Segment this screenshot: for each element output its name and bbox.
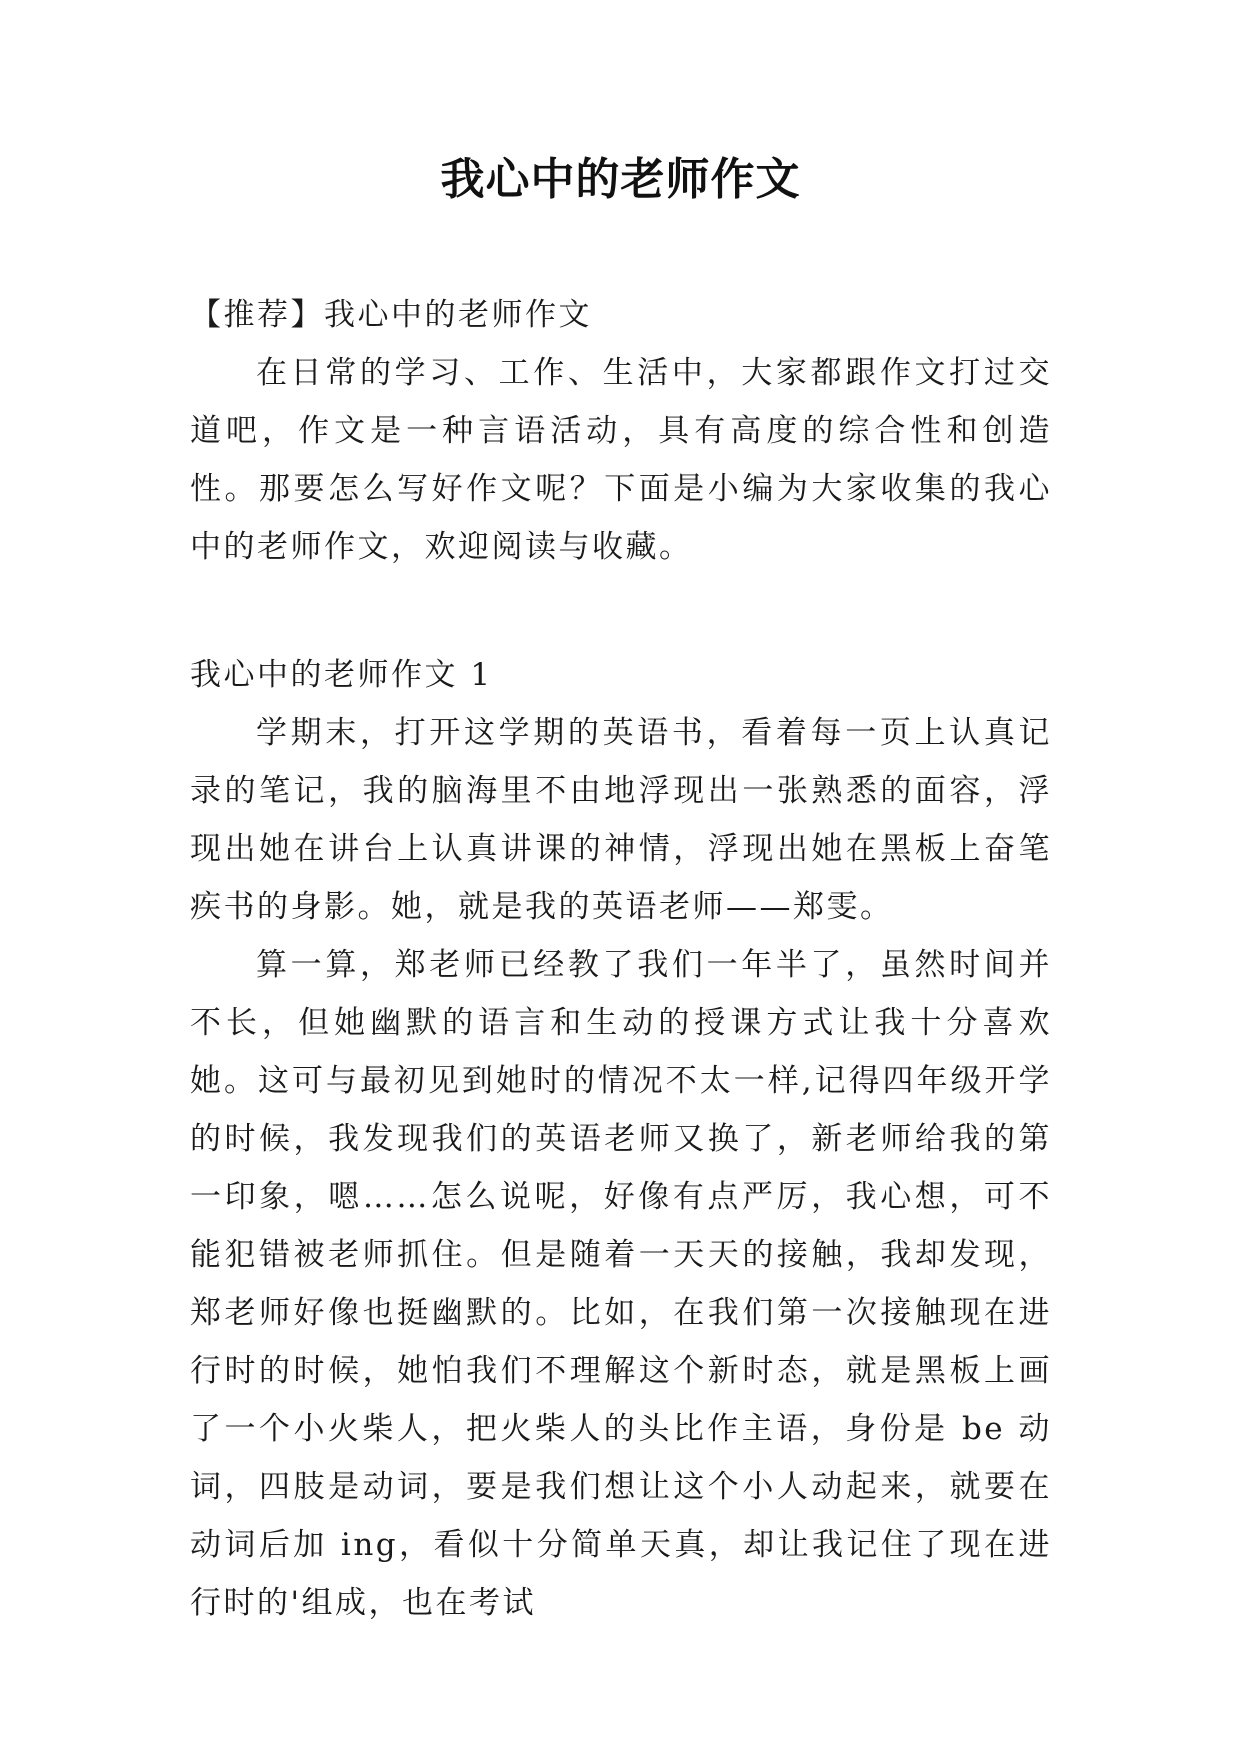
intro-section <box>190 286 1052 576</box>
document-title: 我心中的老师作文 <box>440 154 801 205</box>
essay-1-paragraph-2: 算一算，郑老师已经教了我们一年半了，虽然时间并不长，但她幽默的语言和生动的授课方式让我十分喜欢她。这可与最初见到她时的情况不太一样,记得四年级开学的时候，我发现我们的英语老师又换了，新老师给我的第一印象，嗯……怎么说呢，好像有点严厉，我心想，可不能犯错被老师抓住。但是随着一天天的接触，我却发现，郑老师好像也挺幽默的。比如，在我们第一次接触现在进行时的时候，她怕我们不理解这个新时态，就是黑板上画了一个小火柴人，把火柴人的头比作主语，身份是 be 动词，四肢是动词，要是我们想让这个小人动起来，就要在动词后加 ing，看似十分简单天真，却让我记住了现在进行时的'组成，也在考试 <box>190 947 1052 1621</box>
intro-paragraph: 在日常的学习、工作、生活中，大家都跟作文打过交道吧，作文是一种言语活动，具有高度的综合性和创造性。那要怎么写好作文呢？下面是小编为大家收集的我心中的老师作文，欢迎阅读与收藏。 <box>190 355 1052 565</box>
intro-lead: 【推荐】我心中的老师作文 <box>190 297 592 333</box>
essay-1-heading: 我心中的老师作文 1 <box>190 657 493 693</box>
essay-1-section <box>190 646 1052 1632</box>
essay-1-paragraph-1: 学期末，打开这学期的英语书，看着每一页上认真记录的笔记，我的脑海里不由地浮现出一张熟悉的面容，浮现出她在讲台上认真讲课的神情，浮现出她在黑板上奋笔疾书的身影。她，就是我的英语老师——郑雯。 <box>190 715 1052 925</box>
